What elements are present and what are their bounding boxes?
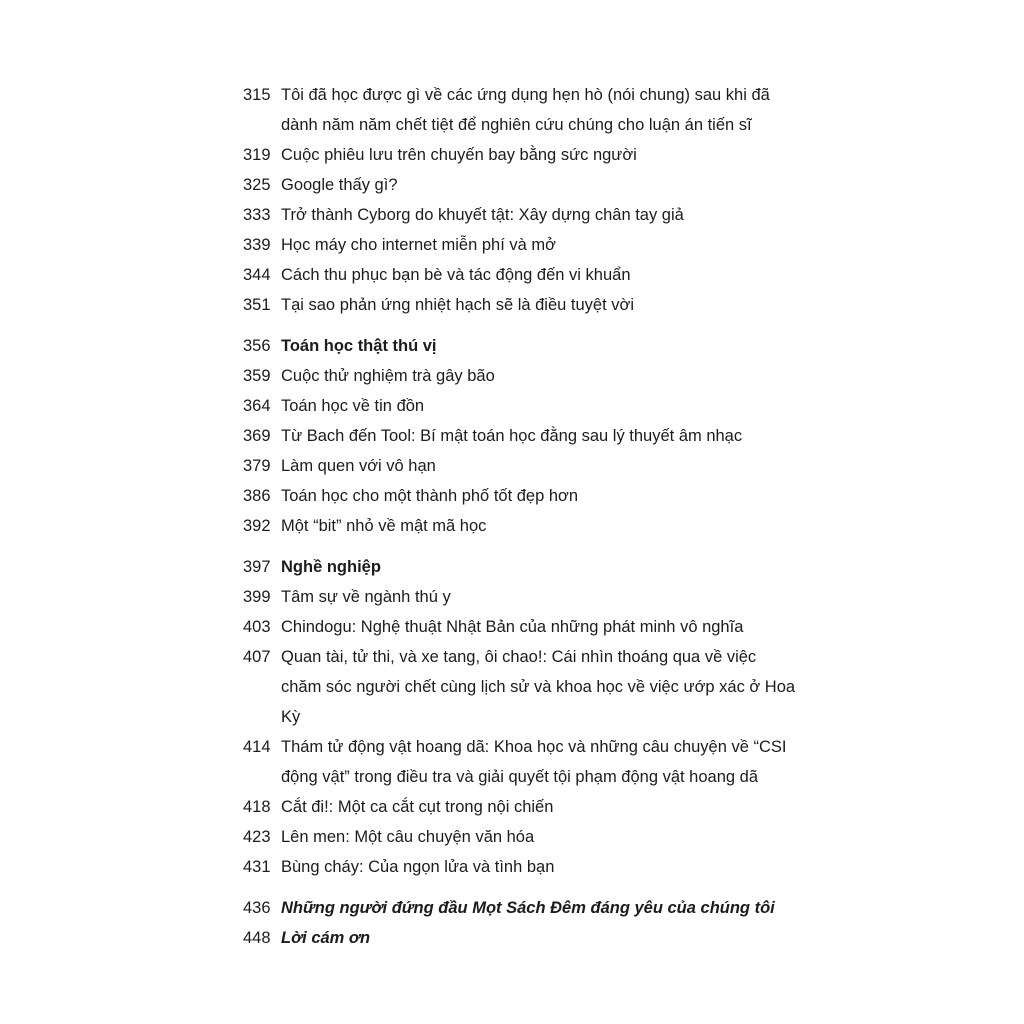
toc-entry-title: Từ Bach đến Tool: Bí mật toán học đằng sau lý thuyết âm nhạc [281,427,743,445]
toc-entry [243,511,803,541]
toc-entry [243,331,803,361]
toc-entry [243,481,803,511]
toc-page-number: 397 [243,558,271,576]
toc-group [243,80,803,320]
toc-entry [243,80,803,140]
toc-page-number: 319 [243,146,271,164]
toc-entry-title: Tại sao phản ứng nhiệt hạch sẽ là điều tuyệt vời [281,296,635,314]
toc-page-number: 369 [243,427,271,445]
toc-entry-title: Nghề nghiệp [281,558,381,576]
toc-page-number: 325 [243,176,271,194]
toc-entry-title: Những người đứng đầu Mọt Sách Đêm đáng yêu của chúng tôi [281,899,775,917]
toc-page-number: 359 [243,367,271,385]
toc-entry-title: Cách thu phục bạn bè và tác động đến vi khuẩn [281,266,631,284]
toc-entry-title: Toán học về tin đồn [281,397,425,415]
toc-page-number: 431 [243,858,271,876]
toc-entry-title: Lên men: Một câu chuyện văn hóa [281,828,535,846]
toc-page-number: 403 [243,618,271,636]
toc-entry [243,140,803,170]
toc-entry-title: Bùng cháy: Của ngọn lửa và tình bạn [281,858,555,876]
toc-group [243,893,803,953]
toc-page-number: 418 [243,798,271,816]
toc-list [243,80,803,953]
toc-entry [243,923,803,953]
toc-group [243,552,803,882]
toc-entry [243,582,803,612]
toc-entry-title: Tâm sự về ngành thú y [281,588,451,606]
toc-page-number: 414 [243,738,271,756]
toc-page-number: 423 [243,828,271,846]
toc-page-number: 339 [243,236,271,254]
toc-page-number: 333 [243,206,271,224]
toc-entry [243,792,803,822]
toc-page-number: 386 [243,487,271,505]
toc-page-number: 315 [243,86,271,104]
toc-entry [243,732,803,792]
toc-page-number: 448 [243,929,271,947]
toc-entry [243,200,803,230]
toc-entry-title: Quan tài, tử thi, và xe tang, ôi chao!: Cái nhìn thoáng qua về việc chăm sóc người chết cùng lịch sử và khoa học về việc ướp xác ở Hoa Kỳ [281,648,796,726]
toc-entry [243,260,803,290]
toc-page-number: 364 [243,397,271,415]
toc-entry-title: Làm quen với vô hạn [281,457,436,475]
toc-entry [243,230,803,260]
toc-entry [243,852,803,882]
toc-entry-title: Cắt đi!: Một ca cắt cụt trong nội chiến [281,798,554,816]
toc-entry [243,612,803,642]
toc-entry-title: Cuộc thử nghiệm trà gây bão [281,367,495,385]
toc-entry-title: Tôi đã học được gì về các ứng dụng hẹn hò (nói chung) sau khi đã dành năm năm chết tiệt để nghiên cứu chúng cho luận án tiến sĩ [281,86,770,134]
toc-entry-title: Chindogu: Nghệ thuật Nhật Bản của những phát minh vô nghĩa [281,618,744,636]
toc-page-number: 436 [243,899,271,917]
toc-page-number: 392 [243,517,271,535]
toc-entry-title: Toán học thật thú vị [281,337,437,355]
toc-entry-title: Lời cám ơn [281,929,371,947]
toc-entry-title: Một “bit” nhỏ về mật mã học [281,517,487,535]
toc-entry [243,642,803,732]
toc-entry [243,552,803,582]
toc-page-number: 379 [243,457,271,475]
toc-entry-title: Thám tử động vật hoang dã: Khoa học và những câu chuyện về “CSI động vật” trong điều tra và giải quyết tội phạm động vật hoang dã [281,738,787,786]
toc-entry [243,451,803,481]
toc-entry [243,391,803,421]
toc-page-number: 351 [243,296,271,314]
toc-entry [243,421,803,451]
toc-entry [243,290,803,320]
toc-page-number: 407 [243,648,271,666]
toc-entry-title: Trở thành Cyborg do khuyết tật: Xây dựng chân tay giả [281,206,684,224]
toc-page-number: 344 [243,266,271,284]
toc-entry [243,170,803,200]
toc-group [243,331,803,541]
toc-entry [243,822,803,852]
toc-entry-title: Google thấy gì? [281,176,398,194]
toc-entry-title: Học máy cho internet miễn phí và mở [281,236,556,254]
toc-entry [243,361,803,391]
toc-entry-title: Cuộc phiêu lưu trên chuyến bay bằng sức người [281,146,637,164]
toc-page-number: 399 [243,588,271,606]
toc-entry-title: Toán học cho một thành phố tốt đẹp hơn [281,487,579,505]
toc-page-number: 356 [243,337,271,355]
toc-entry [243,893,803,923]
